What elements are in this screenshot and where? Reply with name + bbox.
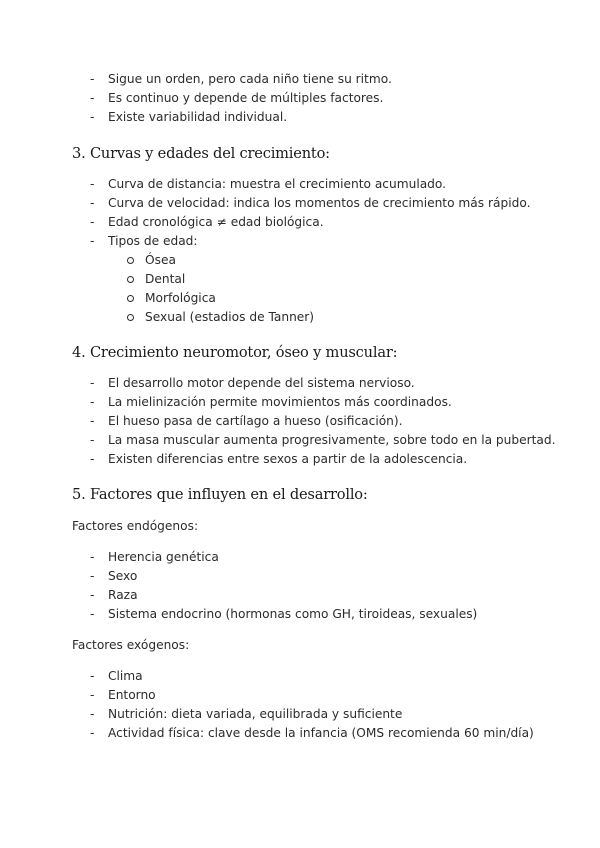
circle-bullet-icon [127,257,134,264]
list-item [0,70,600,89]
list-item-text: Curva de velocidad: indica los momentos de crecimiento más rápido. [108,196,531,210]
list-item [0,89,600,108]
list-item [0,194,600,213]
bullet-dash: - [90,707,95,721]
section-5-heading: 5. Factores que influyen en el desarrollo: [72,486,368,503]
list-item [0,431,600,450]
list-item-text: El hueso pasa de cartílago a hueso (osificación). [108,414,403,428]
bullet-dash: - [90,91,95,105]
list-item [0,450,600,469]
list-item-text: La masa muscular aumenta progresivamente, sobre todo en la pubertad. [108,433,556,447]
list-item-text: Entorno [108,688,156,702]
section-4-heading: 4. Crecimiento neuromotor, óseo y muscular: [72,344,398,361]
list-item [0,548,600,567]
list-item [0,175,600,194]
list-item [0,213,600,232]
sub-list-item [0,308,600,327]
list-item-text: Sistema endocrino (hormonas como GH, tiroideas, sexuales) [108,607,478,621]
bullet-dash: - [90,669,95,683]
list-item-text: El desarrollo motor depende del sistema nervioso. [108,376,415,390]
list-item [0,605,600,624]
sub-list-item-text: Morfológica [145,291,216,305]
section-3-heading: 3. Curvas y edades del crecimiento: [72,145,330,162]
endogenous-label: Factores endógenos: [72,519,199,533]
bullet-dash: - [90,395,95,409]
exogenous-label: Factores exógenos: [72,638,190,652]
list-item [0,374,600,393]
list-item-text: Curva de distancia: muestra el crecimiento acumulado. [108,177,447,191]
sub-list-item-text: Sexual (estadios de Tanner) [145,310,315,324]
bullet-dash: - [90,688,95,702]
bullet-dash: - [90,569,95,583]
sub-list-item-text: Ósea [145,253,176,267]
bullet-dash: - [90,607,95,621]
list-item [0,393,600,412]
circle-bullet-icon [127,314,134,321]
list-item [0,686,600,705]
bullet-dash: - [90,196,95,210]
list-item-text: Existe variabilidad individual. [108,110,288,124]
bullet-dash: - [90,433,95,447]
list-item [0,705,600,724]
list-item [0,586,600,605]
sub-list-item [0,251,600,270]
list-item-text: Existen diferencias entre sexos a partir de la adolescencia. [108,452,468,466]
list-item-text: Edad cronológica ≠ edad biológica. [108,215,324,229]
list-item-text: Raza [108,588,138,602]
circle-bullet-icon [127,276,134,283]
circle-bullet-icon [127,295,134,302]
bullet-dash: - [90,550,95,564]
list-item-text: Sexo [108,569,138,583]
bullet-dash: - [90,414,95,428]
list-item [0,108,600,127]
bullet-dash: - [90,234,95,248]
list-item [0,232,600,251]
list-item [0,724,600,743]
list-item-text: Clima [108,669,143,683]
list-item-text: Nutrición: dieta variada, equilibrada y suficiente [108,707,403,721]
bullet-dash: - [90,215,95,229]
list-item-text: Es continuo y depende de múltiples factores. [108,91,384,105]
sub-list-item [0,270,600,289]
bullet-dash: - [90,376,95,390]
list-item-text: La mielinización permite movimientos más coordinados. [108,395,452,409]
bullet-dash: - [90,588,95,602]
list-item [0,567,600,586]
list-item-text: Herencia genética [108,550,219,564]
list-item-text: Sigue un orden, pero cada niño tiene su ritmo. [108,72,392,86]
bullet-dash: - [90,452,95,466]
list-item-text: Tipos de edad: [108,234,198,248]
bullet-dash: - [90,726,95,740]
bullet-dash: - [90,177,95,191]
bullet-dash: - [90,110,95,124]
list-item-text: Actividad física: clave desde la infancia (OMS recomienda 60 min/día) [108,726,534,740]
list-item [0,412,600,431]
bullet-dash: - [90,72,95,86]
sub-list-item-text: Dental [145,272,186,286]
sub-list-item [0,289,600,308]
list-item [0,667,600,686]
